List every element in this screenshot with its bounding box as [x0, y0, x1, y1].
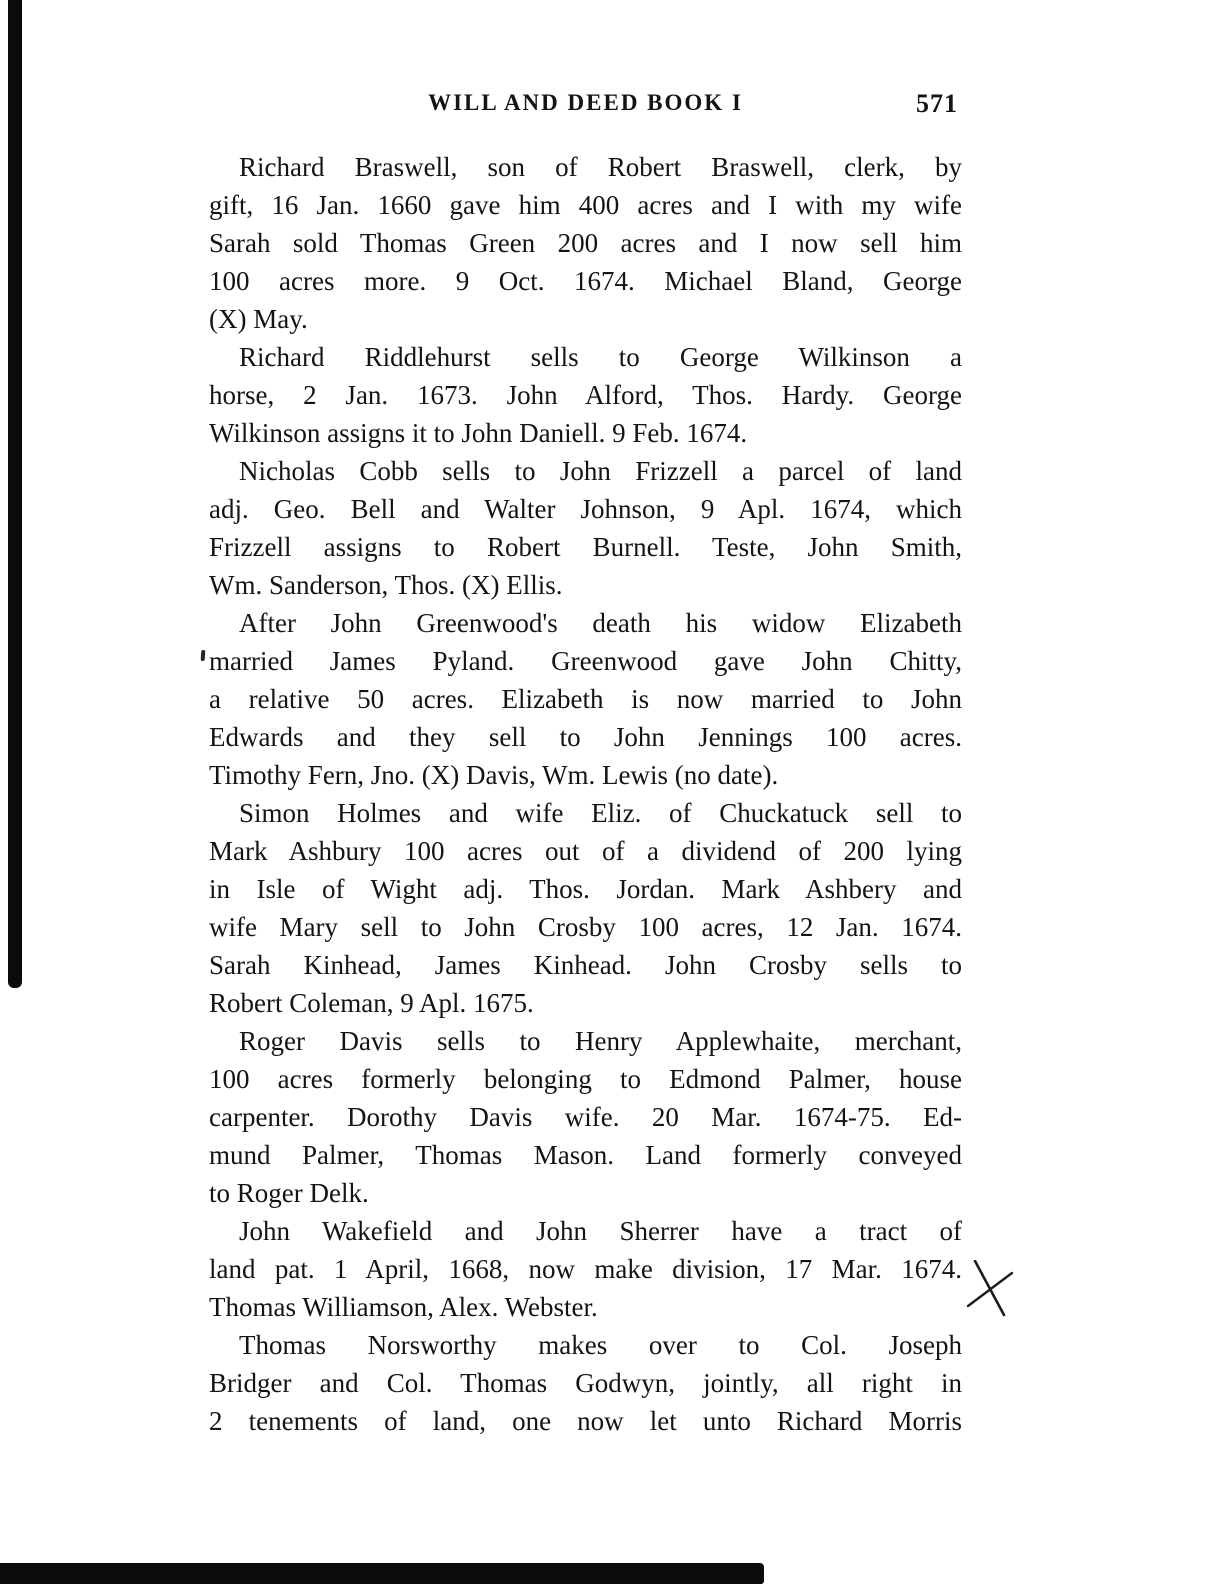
text-line: land pat. 1 April, 1668, now make division, 17 Mar. 1674. — [209, 1254, 962, 1284]
text-line: married James Pyland. Greenwood gave John Chitty, — [209, 646, 962, 676]
text-line: Frizzell assigns to Robert Burnell. Teste, John Smith, — [209, 532, 962, 562]
paragraph — [209, 794, 962, 1022]
text-line: in Isle of Wight adj. Thos. Jordan. Mark Ashbery and — [209, 874, 962, 904]
text-line: a relative 50 acres. Elizabeth is now married to John — [209, 684, 962, 714]
text-line: Richard Riddlehurst sells to George Wilkinson a — [239, 342, 962, 372]
text-line: Nicholas Cobb sells to John Frizzell a parcel of land — [239, 456, 962, 486]
text-line: Timothy Fern, Jno. (X) Davis, Wm. Lewis (no date). — [209, 760, 779, 790]
paragraph — [209, 1212, 962, 1326]
paragraph — [209, 338, 962, 452]
text-line: to Roger Delk. — [209, 1178, 369, 1208]
text-line: Thomas Norsworthy makes over to Col. Joseph — [239, 1330, 962, 1360]
text-line: carpenter. Dorothy Davis wife. 20 Mar. 1674-75. Ed- — [209, 1102, 962, 1132]
scan-speck — [201, 650, 206, 661]
body-text — [209, 148, 962, 1440]
text-line: Simon Holmes and wife Eliz. of Chuckatuck sell to — [239, 798, 962, 828]
text-line: Mark Ashbury 100 acres out of a dividend of 200 lying — [209, 836, 962, 866]
text-line: Richard Braswell, son of Robert Braswell, clerk, by — [239, 152, 962, 182]
text-line: John Wakefield and John Sherrer have a tract of — [239, 1216, 962, 1246]
page-header — [209, 90, 962, 126]
paragraph — [209, 452, 962, 604]
text-line: mund Palmer, Thomas Mason. Land formerly conveyed — [209, 1140, 962, 1170]
text-line: 2 tenements of land, one now let unto Richard Morris — [209, 1406, 962, 1436]
text-line: Thomas Williamson, Alex. Webster. — [209, 1292, 598, 1322]
text-line: 100 acres more. 9 Oct. 1674. Michael Bland, George — [209, 266, 962, 296]
paragraph — [209, 1022, 962, 1212]
scan-artifact-left-bar — [8, 0, 22, 988]
text-line: gift, 16 Jan. 1660 gave him 400 acres and I with my wife — [209, 190, 962, 220]
text-line: adj. Geo. Bell and Walter Johnson, 9 Apl. 1674, which — [209, 494, 962, 524]
text-line: Wilkinson assigns it to John Daniell. 9 Feb. 1674. — [209, 418, 748, 448]
text-line: Wm. Sanderson, Thos. (X) Ellis. — [209, 570, 563, 600]
paragraph — [209, 1326, 962, 1440]
text-line: (X) May. — [209, 304, 308, 334]
text-line: Sarah sold Thomas Green 200 acres and I now sell him — [209, 228, 962, 258]
scan-artifact-bottom-bar — [0, 1563, 764, 1584]
text-line: horse, 2 Jan. 1673. John Alford, Thos. Hardy. George — [209, 380, 962, 410]
text-line: After John Greenwood's death his widow Elizabeth — [239, 608, 962, 638]
page-number: 571 — [916, 89, 958, 118]
paragraph — [209, 604, 962, 794]
text-line: Sarah Kinhead, James Kinhead. John Crosby sells to — [209, 950, 962, 980]
text-line: Bridger and Col. Thomas Godwyn, jointly, all right in — [209, 1368, 962, 1398]
text-line: wife Mary sell to John Crosby 100 acres, 12 Jan. 1674. — [209, 912, 962, 942]
text-line: 100 acres formerly belonging to Edmond Palmer, house — [209, 1064, 962, 1094]
text-line: Edwards and they sell to John Jennings 100 acres. — [209, 722, 962, 752]
text-line: Roger Davis sells to Henry Applewhaite, merchant, — [239, 1026, 962, 1056]
paragraph — [209, 148, 962, 338]
handwritten-x-mark — [966, 1260, 1020, 1318]
text-line: Robert Coleman, 9 Apl. 1675. — [209, 988, 534, 1018]
running-head-title: WILL AND DEED BOOK I — [428, 90, 743, 115]
